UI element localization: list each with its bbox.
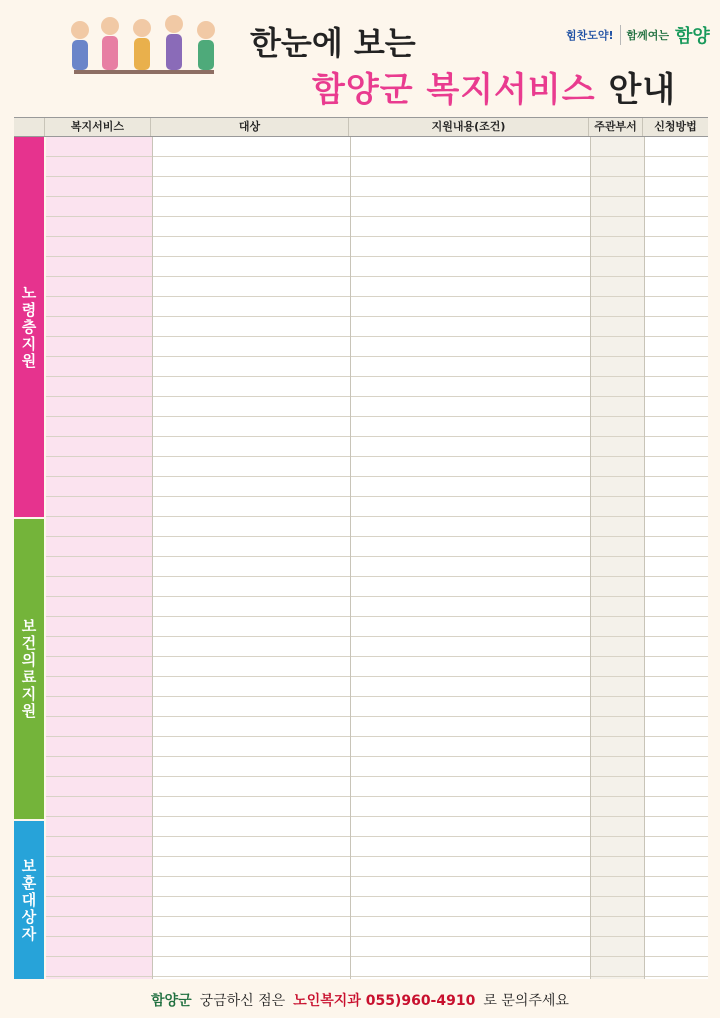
- header-cell-department: 주관부서: [588, 118, 642, 136]
- section-label-elderly-text: 노령층지원: [19, 284, 38, 370]
- table-header: [14, 117, 708, 137]
- seniors-illustration: [60, 10, 230, 106]
- header-title-suffix: 안내: [608, 70, 677, 110]
- header-title-line1: 한눈에 보는: [250, 24, 416, 62]
- section-label-health: [14, 519, 44, 819]
- county-logo: [566, 20, 710, 50]
- column-divider: [644, 137, 645, 979]
- footer-logo: 함양군: [151, 993, 192, 1009]
- section-label-veterans-text: 보훈대상자: [19, 857, 38, 943]
- footer-lead: 궁금하신 점은: [199, 993, 286, 1009]
- header-cell-apply: 신청방법: [642, 118, 708, 136]
- header-cell-content: 지원내용(조건): [348, 118, 588, 136]
- column-divider: [350, 137, 351, 979]
- section-label-elderly: [14, 137, 44, 517]
- header-title-line2: [312, 62, 676, 111]
- footer-tail: 로 문의주세요: [483, 993, 569, 1009]
- section-label-veterans: [14, 821, 44, 979]
- section-label-health-text: 보건의료지원: [19, 618, 38, 720]
- column-divider: [590, 137, 591, 979]
- logo-name: 함양: [675, 26, 710, 47]
- column-divider: [152, 137, 153, 979]
- header: [0, 0, 720, 116]
- welfare-table: [14, 117, 708, 979]
- logo-divider: [620, 25, 621, 45]
- header-cell-section: [14, 118, 44, 136]
- header-title-accent: 함양군 복지서비스: [312, 70, 596, 110]
- footer: [0, 982, 720, 1018]
- header-cell-target: 대상: [150, 118, 348, 136]
- table-body: [46, 137, 708, 979]
- header-cell-service: 복지서비스: [44, 118, 150, 136]
- logo-slogan: 힘찬도약!: [566, 29, 614, 42]
- footer-contact[interactable]: 노인복지과 055)960-4910: [293, 993, 476, 1009]
- logo-sub: 함께여는: [626, 29, 670, 42]
